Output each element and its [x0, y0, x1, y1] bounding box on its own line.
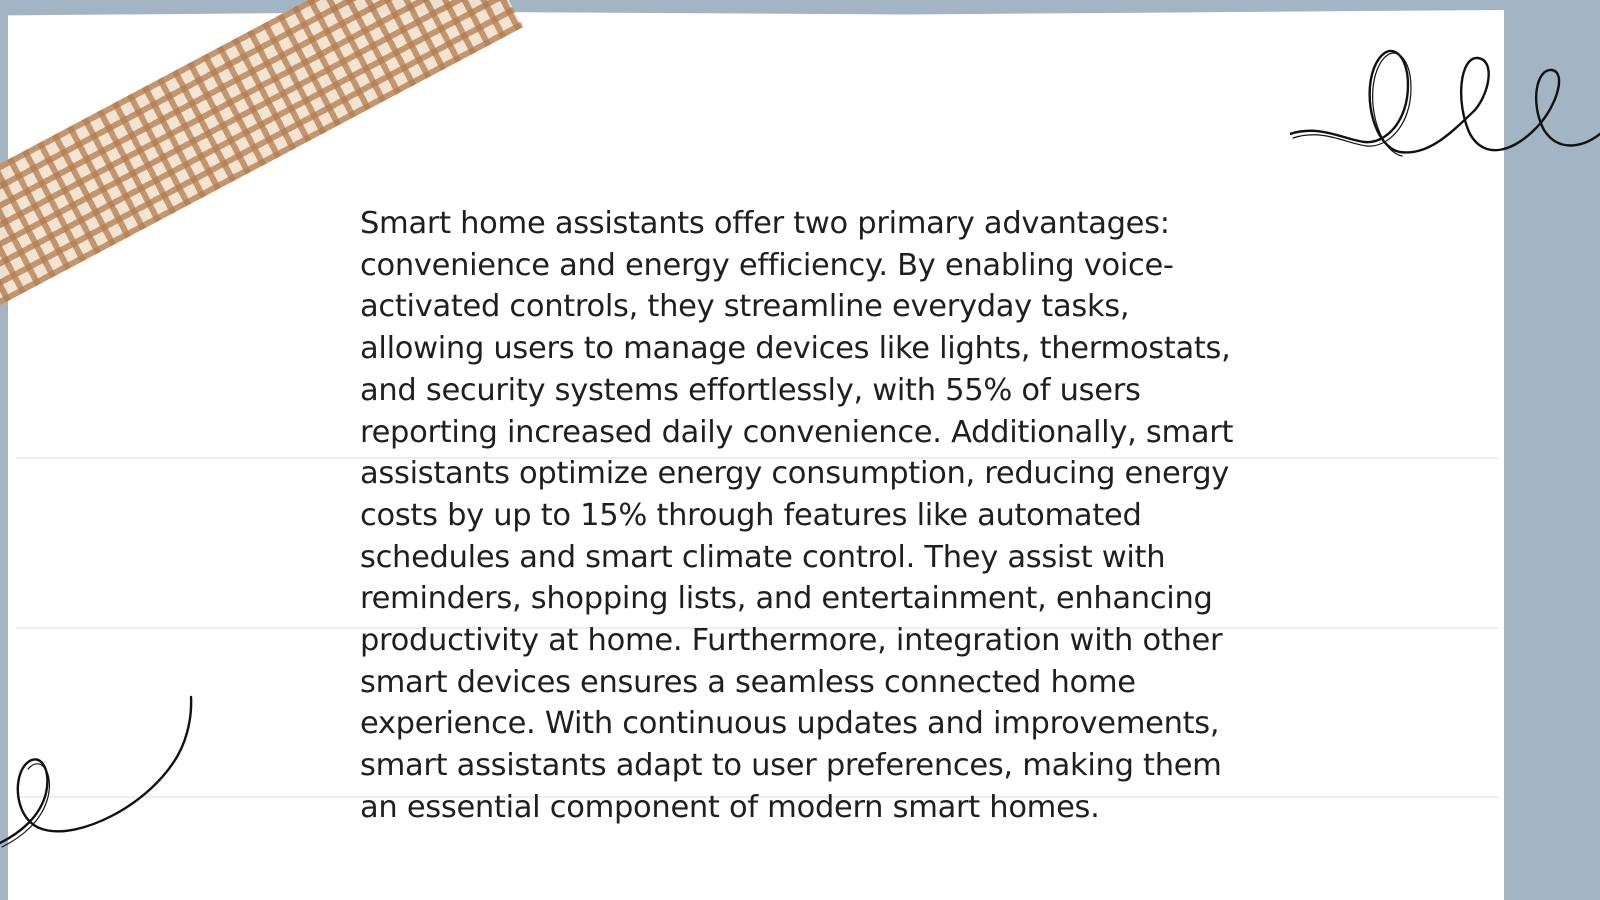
swoosh-squiggle-icon [0, 695, 200, 855]
body-paragraph: Smart home assistants offer two primary advantages: convenience and energy efficiency. By enabling voice-activated controls, they streamline everyday tasks, allowing users to manage devices like lights, thermostats, and security systems effortlessly, with 55% of users reporting increased daily convenience. Additionally, smart assistants optimize energy consumption, reducing energy costs by up to 15% through features like automated schedules and smart climate control. They assist with reminders, shopping lists, and entertainment, enhancing productivity at home. Furthermore, integration with other smart devices ensures a seamless connected home experience. With continuous updates and improvements, smart assistants adapt to user preferences, making them an essential component of modern smart homes. [360, 206, 1234, 825]
loop-squiggle-icon [1290, 30, 1600, 165]
